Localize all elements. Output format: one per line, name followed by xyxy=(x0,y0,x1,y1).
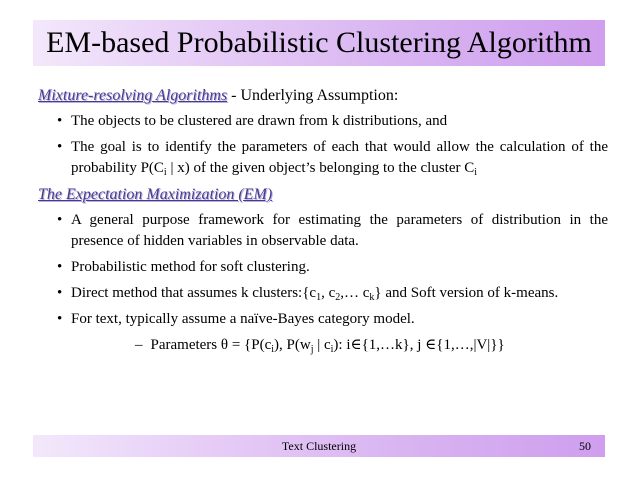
title-bar xyxy=(33,20,605,66)
section1-heading-emphasis: Mixture-resolving Algorithms xyxy=(38,87,228,104)
list-item xyxy=(38,283,608,304)
list-item xyxy=(38,257,608,278)
bullet-icon: • xyxy=(57,259,63,275)
list-item xyxy=(38,137,608,179)
section1-bullets xyxy=(38,111,608,179)
dash-icon: – xyxy=(135,337,143,353)
bullet-text: For text, typically assume a naïve-Bayes category model. xyxy=(71,311,415,327)
sub-bullet-parameters: – Parameters $\theta = \{P(c_i)$, $P(w_j$ | $c_i$): i∈{1,…k}, j ∈{1,…,|V|}} xyxy=(135,337,505,355)
slide-title: EM-based Probabilistic Clustering Algorithm xyxy=(46,26,592,59)
footer-text: Text Clustering xyxy=(281,439,357,453)
list-item xyxy=(38,309,608,330)
slide-content xyxy=(38,86,608,356)
bullet-icon: • xyxy=(57,139,63,155)
list-item xyxy=(38,210,608,252)
list-item xyxy=(38,111,608,132)
bullet-icon: • xyxy=(57,285,63,301)
bullet-text: Probabilistic method for soft clustering. xyxy=(71,259,310,275)
bullet-text: A general purpose framework for estimating the parameters of distribution in the presence of hidden variables in observable data. xyxy=(71,212,608,249)
section2-heading-emphasis: The Expectation Maximization (EM) xyxy=(38,186,273,203)
section1-heading xyxy=(38,86,608,106)
section2-bullets xyxy=(38,210,608,330)
bullet-icon: • xyxy=(57,113,63,129)
section1-heading-suffix: - Underlying Assumption: xyxy=(227,87,399,104)
bullet-text: Direct method that assumes k $clusters:\{c_1$, $c_2,\dots$ $c_k$} and Soft version of k-means. xyxy=(71,285,559,303)
bullet-icon: • xyxy=(57,311,63,327)
footer-bar xyxy=(33,435,605,457)
bullet-icon: • xyxy=(57,212,63,228)
bullet-text: The objects to be clustered are drawn from k distributions, and xyxy=(71,113,448,129)
page-number: 50 xyxy=(579,439,591,453)
section2-heading xyxy=(38,185,608,205)
bullet-text: The goal is to identify the parameters of each that would allow the calculation of the probability $P(C_i$ | x) of the given object’s belonging to the cluster $C_i$ xyxy=(71,139,608,178)
